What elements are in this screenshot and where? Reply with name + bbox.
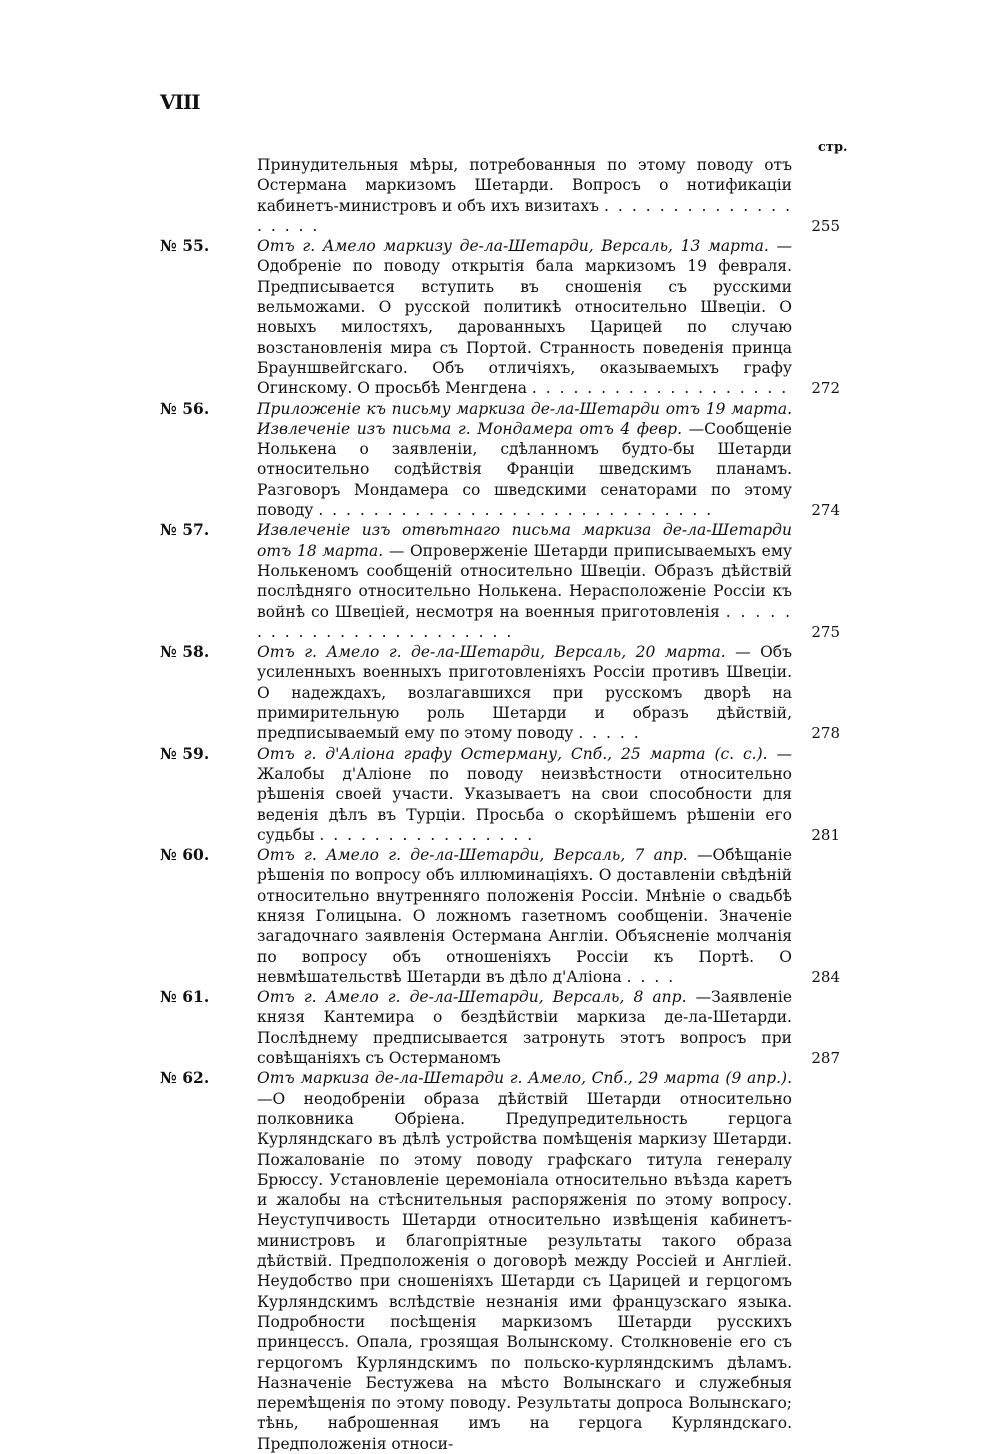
- entry-text: — Одобреніе по поводу открытія бала маркизомъ 19 февраля. Предписывается вступить въ сношенія съ русскими вельможами. О русской политикѣ относительно Швеціи. О новыхъ милостяхъ, дарованныхъ Царицей по случаю возстановленія мира съ Портой. Странность поведенія принца Брауншвейгскаго. Объ отличіяхъ, оказываемыхъ графу Огинскому. О просьбѣ Менгдена: [257, 237, 792, 398]
- entry-number: № 58.: [160, 642, 210, 662]
- entry-page: 278: [811, 724, 840, 743]
- entry-text: —Обѣщаніе рѣшенія по вопросу объ иллюминаціяхъ. О доставленіи свѣдѣній относительно внутренняго положенія Россіи. Мнѣніе о свадьбѣ князя Голицына. О ложномъ газетномъ сообщеніи. Значеніе загадочнаго заявленія Остермана Англіи. Объясненіе молчанія по вопросу объ отношеніяхъ Россіи къ Портѣ. О невмѣшательствѣ Шетарди въ дѣло д'Аліона: [257, 846, 792, 986]
- dot-leader: . . . .: [626, 967, 676, 986]
- page-number: VIII: [160, 90, 200, 114]
- entry-text: — Опроверженіе Шетарди приписываемыхъ ему Нолькеномъ сообщеній относительно Швеціи. Образъ дѣйствій послѣдняго относительно Нолькена. Нерасположеніе Россіи къ войнѣ со Швеціей, несмотря на военныя приготовленія: [257, 541, 793, 621]
- entry-text: — Жалобы д'Аліоне по поводу неизвѣстности относительно рѣшенія своей участи. Указываетъ на свои способности для веденія дѣлъ въ Турціи. Просьба о скорѣйшемъ рѣшеніи его судьбы: [257, 744, 792, 844]
- dot-leader: . . . . . . . . . . . . . . . . . . . . . . . .: [257, 602, 793, 641]
- entry-page: 281: [811, 825, 840, 844]
- entry-number: № 62.: [160, 1068, 210, 1088]
- entry-number: № 60.: [160, 845, 210, 865]
- entry-number: № 57.: [160, 520, 210, 540]
- toc-entry: [160, 845, 840, 987]
- toc-entry: [160, 520, 840, 642]
- entry-text: —Сообщеніе Нолькена о заявленіи, сдѣланномъ будто-бы Шетарди относительно содѣйствія Франціи шведскимъ планамъ. Разговоръ Мондамера со шведскими сенаторами по этому поводу: [257, 419, 792, 520]
- toc-entry: [160, 1068, 840, 1454]
- entry-page: 255: [811, 216, 840, 235]
- dot-leader: . . . . . . . . . . . . . . . . . . . . . . . . . . . . .: [318, 501, 714, 520]
- entry-source: Отъ г. д'Аліона графу Остерману, Спб., 25 марта (с. с.).: [257, 744, 768, 763]
- toc-entry: [160, 399, 840, 521]
- entry-text: Принудительныя мѣры, потребованныя по этому поводу отъ Остермана маркизомъ Шетарди. Вопросъ о нотификаціи кабинетъ-министровъ и объ ихъ визитахъ: [257, 156, 792, 215]
- entry-source: Отъ г. Амело маркизу де-ла-Шетарди, Версаль, 13 марта.: [257, 237, 769, 256]
- entry-text: —О неодобреніи образа дѣйствій Шетарди относительно полковника Обріена. Предупредительность герцога Курляндскаго въ дѣлѣ устройства помѣщенія маркизу Шетарди. Пожалованіе по этому поводу графскаго титула генералу Брюссу. Установленіе церемоніала относительно въѣзда каретъ и жалобы на стѣснительныя распоряженія по этому вопросу. Неуступчивость Шетарди относительно извѣщенія кабинетъ-министровъ и благопріятные результаты такого образа дѣйствій. Предположенія о договорѣ между Россіей и Англіей. Неудобство при сношеніяхъ Шетарди съ Царицей и герцогомъ Курляндскимъ вслѣдствіе незнанія ими французскаго языка. Подробности посѣщенія маркизомъ Шетарди русскихъ принцессъ. Опала, грозящая Волынскому. Столкновеніе его съ герцогомъ Курляндскимъ по польско-курляндскимъ дѣламъ. Назначеніе Бестужева на мѣсто Волынскаго и служебныя перемѣщенія по этому поводу. Результаты допроса Волынскаго; тѣнь, наброшенная имъ на герцога Курляндскаго. Предположенія относи-: [257, 1089, 792, 1453]
- entry-number: № 61.: [160, 987, 210, 1007]
- entry-page: 287: [811, 1049, 840, 1068]
- entry-text: —Заявленіе князя Кантемира о бездѣйствіи маркиза де-ла-Шетарди. Послѣднему предписывается затронуть этотъ вопросъ при совѣщаніяхъ съ Остерманомъ: [257, 988, 792, 1068]
- entry-source: Извлеченіе изъ отвѣтнаго письма маркиза де-ла-Шетарди отъ 18 марта.: [257, 521, 792, 560]
- dot-leader: . . . . . . . . . . . . . . . . . . .: [257, 196, 792, 235]
- toc-entry: [160, 642, 840, 743]
- toc-entry: [160, 236, 840, 398]
- toc-entry: [160, 987, 840, 1068]
- entry-number: № 55.: [160, 236, 210, 256]
- entry-source: Отъ маркиза де-ла-Шетарди г. Амело, Спб., 29 марта (9 апр.).: [257, 1069, 792, 1088]
- dot-leader: . . . . . . . . . . . . . . . . . . .: [531, 379, 789, 398]
- toc-entry: [160, 155, 840, 236]
- toc-entry: [160, 744, 840, 845]
- entry-source: Отъ г. Амело г. де-ла-Шетарди, Версаль, 7 апр.: [257, 846, 688, 865]
- entry-page: 272: [811, 379, 840, 398]
- page-column-heading: стр.: [818, 140, 848, 155]
- entry-number: № 59.: [160, 743, 210, 763]
- entry-page: 275: [811, 622, 840, 641]
- entry-source: Отъ г. Амело г. де-ла-Шетарди, Версаль, 20 марта.: [257, 643, 726, 662]
- table-of-contents: [160, 155, 840, 1454]
- entry-number: № 56.: [160, 398, 210, 418]
- dot-leader: . . . . .: [578, 724, 641, 743]
- entry-page: 274: [811, 501, 840, 520]
- entry-page: 284: [811, 967, 840, 986]
- entry-source: Отъ г. Амело г. де-ла-Шетарди, Версаль, 8 апр.: [257, 988, 687, 1007]
- entry-source: Приложеніе къ письму маркиза де-ла-Шетарди отъ 19 марта. Извлеченіе изъ письма г. Мондамера отъ 4 февр.: [257, 399, 792, 438]
- dot-leader: . . . . . . . . . . . . . . . .: [319, 825, 535, 844]
- entry-text: — Объ усиленныхъ военныхъ приготовленіяхъ Россіи противъ Швеціи. О надеждахъ, возлагавшихся при русскомъ дворѣ на примирительную роль Шетарди и образъ дѣйствій, предписываемый ему по этому поводу: [257, 643, 792, 743]
